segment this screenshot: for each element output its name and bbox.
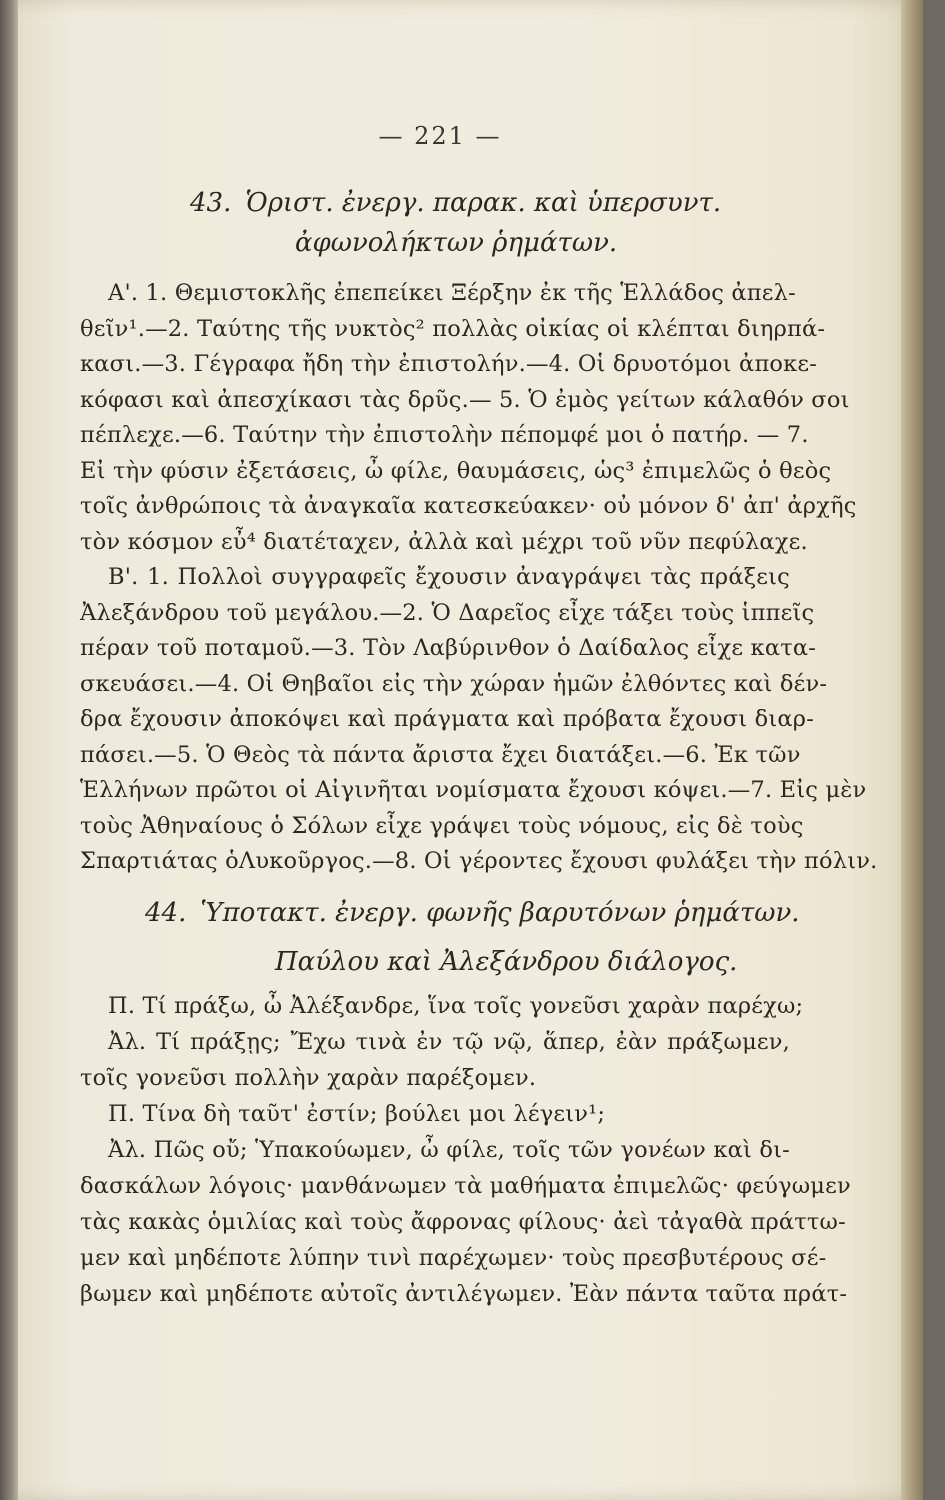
text-line: Α'. 1. Θεμιστοκλῆς ἐπεπείκει Ξέρξην ἐκ τῆς Ἑλλάδος ἀπελ-	[108, 280, 796, 306]
text-line: πέραν τοῦ ποταμοῦ.—3. Τὸν Λαβύρινθον ὁ Δαίδαλος εἶχε κατα-	[80, 635, 817, 661]
page-edge	[901, 0, 923, 1500]
text-line: τὸν κόσμον εὖ⁴ διατέταχεν, ἀλλὰ καὶ μέχρι τοῦ νῦν πεφύλαχε.	[80, 528, 808, 555]
page-number: — 221 —	[378, 122, 502, 150]
section-44-heading	[145, 898, 800, 928]
text-line: Π. Τίνα δὴ ταῦτ' ἐστίν; βούλει μοι λέγειν¹;	[108, 1101, 606, 1127]
text-line: Ἑλλήνων πρῶτοι οἱ Αἰγινῆται νομίσματα ἔχουσι κόψει.—7. Εἰς μὲν	[80, 777, 867, 803]
section-43-heading	[190, 188, 721, 218]
text-line: Εἰ τὴν φύσιν ἐξετάσεις, ὦ φίλε, θαυμάσεις, ὡς³ ἐπιμελῶς ὁ θεὸς	[80, 457, 832, 484]
section-44-title-line1: Ὑποτακτ. ἐνεργ. φωνῆς βαρυτόνων ῥημάτων.	[200, 898, 800, 928]
book-spine	[0, 0, 18, 1500]
section-44-title-line2: Παύλου καὶ Ἀλεξάνδρου διάλογος.	[275, 947, 738, 977]
text-line: μεν καὶ μηδέποτε λύπην τινὶ παρέχωμεν· τοὺς πρεσβυτέρους σέ-	[80, 1245, 827, 1271]
section-43-number: 43.	[190, 188, 232, 218]
text-line: Σπαρτιάτας ὁΛυκοῦργος.—8. Οἱ γέροντες ἔχουσι φυλάξει τὴν πόλιν.	[80, 848, 878, 874]
text-line: Ἀλ. Πῶς οὔ; Ὑπακούωμεν, ὦ φίλε, τοῖς τῶν γονέων καὶ δι-	[108, 1137, 790, 1163]
text-line: δασκάλων λόγοις· μανθάνωμεν τὰ μαθήματα ἐπιμελῶς· φεύγωμεν	[80, 1173, 851, 1199]
text-line: κόφασι καὶ ἀπεσχίκασι τὰς δρῦς.— 5. Ὁ ἐμὸς γείτων κάλαθόν σοι	[80, 386, 850, 413]
section-44-number: 44.	[145, 898, 187, 928]
section-43-title-line1: Ὁριστ. ἐνεργ. παρακ. καὶ ὑπερσυντ.	[245, 188, 722, 218]
text-line: πέπλεχε.—6. Ταύτην τὴν ἐπιστολὴν πέπομφέ μοι ὁ πατήρ. — 7.	[80, 422, 809, 448]
text-line: τὰς κακὰς ὁμιλίας καὶ τοὺς ἄφρονας φίλους· ἀεὶ τἀγαθὰ πράττω-	[80, 1209, 846, 1235]
text-line: τοῖς γονεῦσι πολλὴν χαρὰν παρέξομεν.	[80, 1065, 537, 1091]
text-line: Ἀλ. Τί πράξῃς; Ἔχω τινὰ ἐν τῷ νῷ, ἅπερ, ἐὰν πράξωμεν,	[108, 1029, 790, 1055]
text-line: δρα ἔχουσιν ἀποκόψει καὶ πράγματα καὶ πρόβατα ἔχουσι διαρ-	[80, 706, 815, 732]
text-line: βωμεν καὶ μηδέποτε αὐτοῖς ἀντιλέγωμεν. Ἐὰν πάντα ταῦτα πράτ-	[80, 1281, 848, 1307]
text-line: τοὺς Ἀθηναίους ὁ Σόλων εἶχε γράψει τοὺς νόμους, εἰς δὲ τοὺς	[80, 812, 804, 839]
section-43-title-line2: ἀφωνολήκτων ῥημάτων.	[295, 228, 618, 258]
text-line: Β'. 1. Πολλοὶ συγγραφεῖς ἔχουσιν ἀναγράψει τὰς πράξεις	[108, 564, 790, 590]
text-line: πάσει.—5. Ὁ Θεὸς τὰ πάντα ἄριστα ἔχει διατάξει.—6. Ἐκ τῶν	[80, 741, 801, 768]
text-line: τοῖς ἀνθρώποις τὰ ἀναγκαῖα κατεσκεύακεν· οὐ μόνον δ' ἀπ' ἀρχῆς	[80, 493, 857, 519]
text-line: κασι.—3. Γέγραφα ἤδη τὴν ἐπιστολήν.—4. Οἱ δρυοτόμοι ἀποκε-	[80, 351, 818, 377]
text-line: Π. Τί πράξω, ὦ Ἀλέξανδρε, ἵνα τοῖς γονεῦσι χαρὰν παρέχω;	[108, 993, 804, 1019]
text-line: θεῖν¹.—2. Ταύτης τῆς νυκτὸς² πολλὰς οἰκίας οἱ κλέπται διηρπά-	[80, 315, 826, 342]
text-line: Ἀλεξάνδρου τοῦ μεγάλου.—2. Ὁ Δαρεῖος εἶχε τάξει τοὺς ἱππεῖς	[80, 599, 815, 626]
text-line: σκευάσει.—4. Οἱ Θηβαῖοι εἰς τὴν χώραν ἡμῶν ἐλθόντες καὶ δέν-	[80, 670, 828, 697]
